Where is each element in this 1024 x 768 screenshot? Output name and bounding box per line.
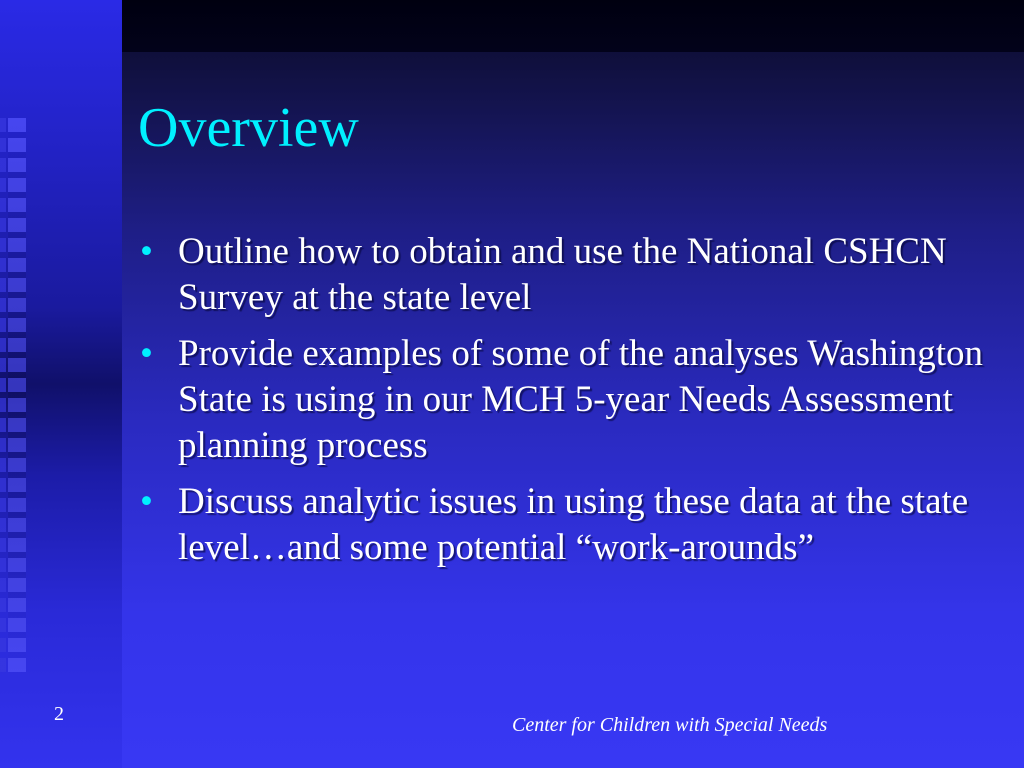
bullet-dot-icon: • (140, 333, 153, 374)
page-number: 2 (54, 703, 64, 725)
bullet-text: Provide examples of some of the analyses Washington State is using in our MCH 5-year Needs Assessment planning process (178, 333, 984, 466)
bullet-dot-icon: • (140, 481, 153, 522)
footer-text: Center for Children with Special Needs (512, 714, 828, 736)
bullet-item (136, 331, 1006, 469)
slide-title: Overview (138, 97, 359, 159)
decorative-squares (8, 118, 26, 678)
bullet-list (136, 229, 1006, 581)
bullet-text: Discuss analytic issues in using these data at the state level…and some potential “work-arounds” (178, 481, 969, 568)
bullet-text: Outline how to obtain and use the National CSHCN Survey at the state level (178, 231, 947, 318)
decorative-squares-outer (0, 118, 6, 678)
top-band (0, 0, 1024, 52)
bullet-dot-icon: • (140, 231, 153, 272)
bullet-item (136, 479, 1006, 571)
left-band (0, 0, 122, 768)
bullet-item (136, 229, 1006, 321)
